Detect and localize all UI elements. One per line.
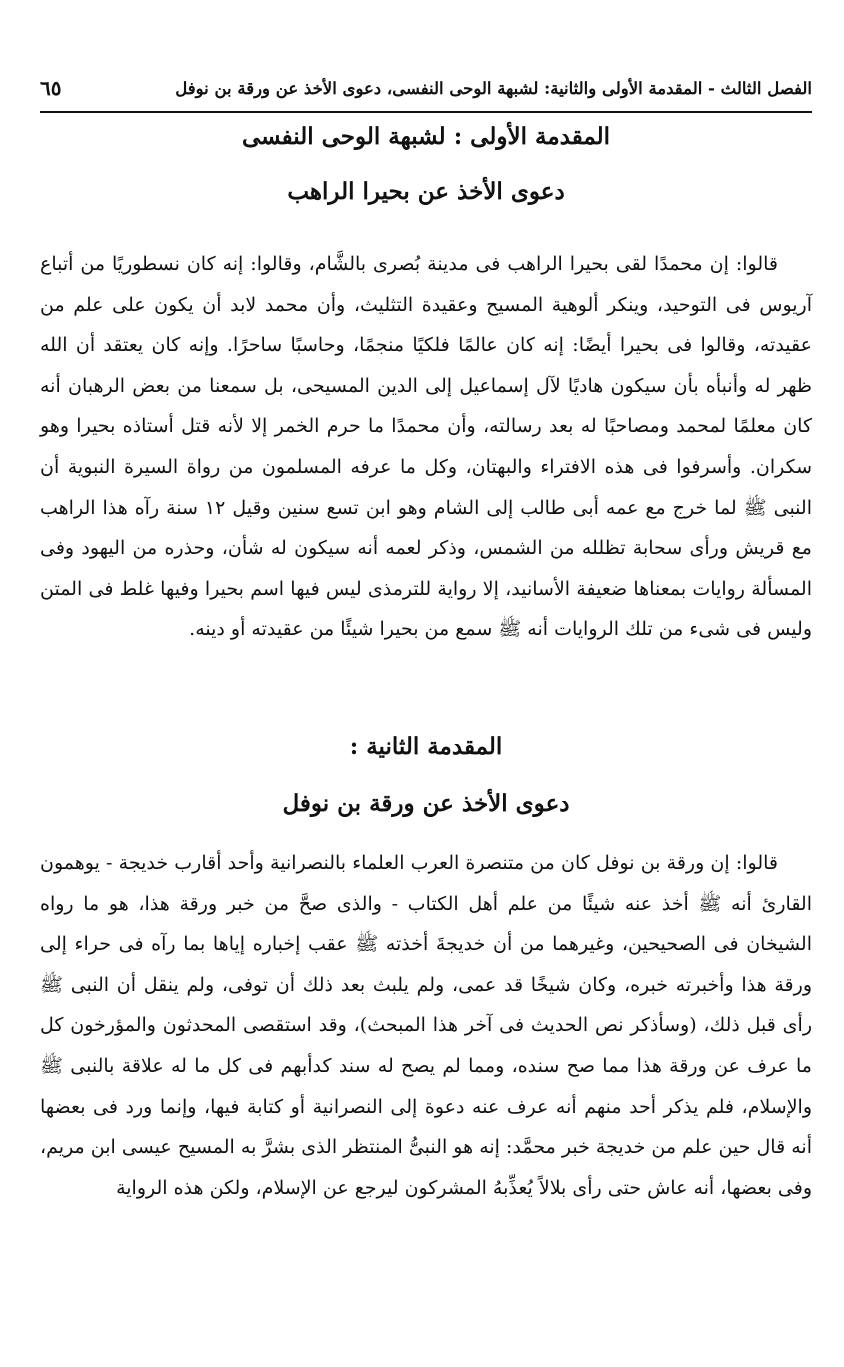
section-two-body bbox=[40, 843, 812, 1208]
section-two-subheading: دعوى الأخذ عن ورقة بن نوفل bbox=[282, 790, 570, 817]
running-header bbox=[40, 70, 812, 106]
page-number: ٦٥ bbox=[40, 76, 62, 100]
running-title: الفصل الثالث - المقدمة الأولى والثانية: لشبهة الوحى النفسى، دعوى الأخذ عن ورقة بن نوفل bbox=[175, 78, 812, 98]
section-two-paragraph: قالوا: إن ورقة بن نوفل كان من متنصرة العرب العلماء بالنصرانية وأحد أقارب خديجة - يوهمون القارئ أنه ﷺ أخذ عنه شيئًا من علم أهل الكتاب - والذى صحَّ من خبر ورقة هذا، هو ما رواه الشيخان فى الصحيحين، وغيرهما من أن خديجةَ أخذته ﷺ عقب إخباره إياها بما رآه فى حراء إلى ورقة هذا وأخبرته خبره، وكان شيخًا قد عمى، ولم يلبث بعد ذلك أن توفى، ولم ينقل أن النبى ﷺ رأى قبل ذلك، (وسأذكر نص الحديث فى آخر هذا المبحث)، وقد استقصى المحدثون والمؤرخون كل ما عرف عن ورقة هذا مما صح سنده، ومما لم يصح له سند كدأبهم فى كل ما له علاقة بالنبى ﷺ والإسلام، فلم يذكر أحد منهم أنه عرف عنه دعوة إلى النصرانية أو كتابة فيها، وإنما ورد فى بعضها أنه قال حين علم من خديجة خبر محمَّد: إنه هو النبىُّ المنتظر الذى بشرَّ به المسيح عيسى ابن مريم، وفى بعضها، أنه عاش حتى رأى بلالاً يُعذِّبهُ المشركون ليرجع عن الإسلام، ولكن هذه الرواية bbox=[40, 852, 812, 1199]
section-one-paragraph: قالوا: إن محمدًا لقى بحيرا الراهب فى مدينة بُصرى بالشَّام، وقالوا: إنه كان نسطوريًا من أتباع آريوس فى التوحيد، وينكر ألوهية المسيح وعقيدة التثليث، وأن محمد لابد أن يكون على علم من عقيدته، وقالوا فى بحيرا أيضًا: إنه كان عالمًا فلكيًا منجمًا، وحاسبًا ساحرًا. وإنه كان يعتقد أن الله ظهر له وأنبأه بأن سيكون هاديًا لآل إسماعيل إلى الدين المسيحى، بل سمعنا من بعض الرهبان أنه كان معلمًا لمحمد ومصاحبًا له بعد رسالته، وأن محمدًا ما حرم الخمر إلا لأنه قتل أستاذه بحيرا وهو سكران. وأسرفوا فى هذه الافتراء والبهتان، وكل ما عرفه المسلمون من رواة السيرة النبوية أن النبى ﷺ لما خرج مع عمه أبى طالب إلى الشام وهو ابن تسع سنين وقيل ١٢ سنة رآه هذا الراهب مع قريش ورأى سحابة تظلله من الشمس، وذكر لعمه أنه سيكون له شأن، وحذره من اليهود وفى المسألة روايات بمعناها ضعيفة الأسانيد، إلا رواية للترمذى ليس فيها اسم بحيرا وفيها غلط فى المتن وليس فى شىء من تلك الروايات أنه ﷺ سمع من بحيرا شيئًا من عقيدته أو دينه. bbox=[40, 253, 812, 641]
section-one-body bbox=[40, 244, 812, 650]
section-one-heading: المقدمة الأولى : لشبهة الوحى النفسى bbox=[241, 123, 611, 150]
header-divider bbox=[40, 111, 812, 113]
section-two-heading: المقدمة الثانية : bbox=[349, 733, 503, 760]
section-one-subheading: دعوى الأخذ عن بحيرا الراهب bbox=[287, 178, 565, 205]
